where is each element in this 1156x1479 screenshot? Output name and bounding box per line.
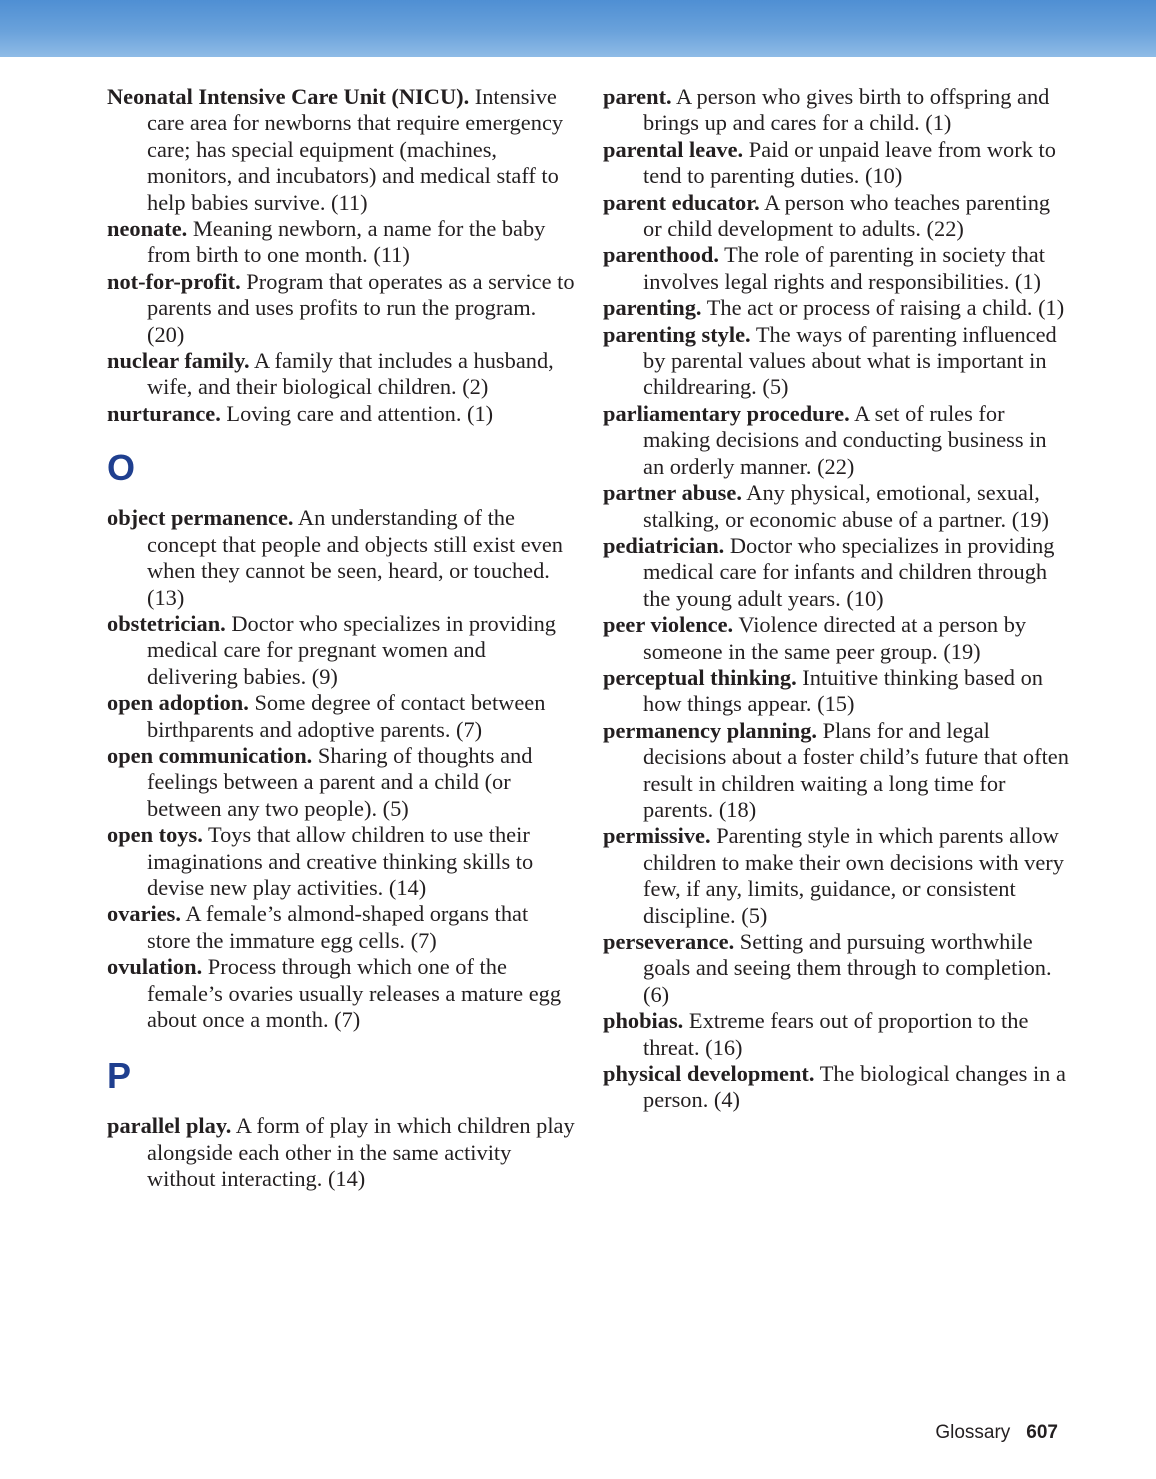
glossary-definition: An understanding of the concept that people and objects still exist even when they cannot be seen, heard, or touched. (13) bbox=[147, 505, 563, 610]
section-letter-o: O bbox=[107, 447, 136, 489]
glossary-term: phobias. bbox=[603, 1008, 684, 1034]
glossary-entry bbox=[603, 190, 1073, 243]
glossary-term: open toys. bbox=[107, 822, 203, 848]
glossary-definition: Paid or unpaid leave from work to tend to parenting duties. (10) bbox=[643, 136, 1056, 189]
glossary-term: parenting. bbox=[603, 295, 702, 321]
glossary-entry bbox=[107, 822, 577, 901]
glossary-definition: Violence directed at a person by someone in the same peer group. (19) bbox=[643, 612, 1027, 664]
glossary-term: not-for-profit. bbox=[107, 268, 241, 294]
glossary-entry bbox=[603, 533, 1073, 612]
glossary-term: parliamentary procedure. bbox=[603, 400, 850, 426]
glossary-definition: Meaning newborn, a name for the baby from birth to one month. (11) bbox=[147, 216, 546, 268]
glossary-term: ovulation. bbox=[107, 954, 203, 980]
glossary-entry bbox=[107, 401, 577, 427]
glossary-entry bbox=[107, 901, 577, 954]
glossary-definition: A set of rules for making decisions and conducting business in an orderly manner. (22) bbox=[643, 400, 1047, 479]
glossary-term: pediatrician. bbox=[603, 532, 725, 558]
glossary-definition: Intensive care area for newborns that require emergency care; has special equipment (machines, monitors, and incubators) and medical staff to help babies survive. (11) bbox=[147, 84, 564, 215]
glossary-definition: Setting and pursuing worthwhile goals and seeing them through to completion. (6) bbox=[643, 929, 1052, 1007]
glossary-definition: A form of play in which children play alongside each other in the same activity without interacting. (14) bbox=[147, 1113, 575, 1192]
glossary-term: peer violence. bbox=[603, 612, 734, 638]
glossary-entry bbox=[603, 295, 1073, 321]
glossary-entry bbox=[107, 216, 577, 269]
glossary-term: parallel play. bbox=[107, 1113, 232, 1139]
glossary-term: perceptual thinking. bbox=[603, 664, 797, 690]
glossary-entry bbox=[603, 612, 1073, 665]
glossary-definition: A person who teaches parenting or child development to adults. (22) bbox=[643, 189, 1051, 242]
glossary-entry bbox=[603, 823, 1073, 929]
glossary-entry bbox=[107, 269, 577, 348]
glossary-entry bbox=[603, 718, 1073, 824]
glossary-definition: The ways of parenting influenced by parental values about what is important in childrearing. (5) bbox=[643, 321, 1057, 400]
glossary-term: ovaries. bbox=[107, 901, 181, 927]
glossary-definition: A family that includes a husband, wife, and their biological children. (2) bbox=[147, 348, 554, 400]
glossary-entry bbox=[603, 84, 1073, 137]
glossary-entry bbox=[107, 611, 577, 690]
glossary-definition: Loving care and attention. (1) bbox=[226, 400, 494, 426]
glossary-entry bbox=[603, 1008, 1073, 1061]
glossary-definition: The role of parenting in society that involves legal rights and responsibilities. (1) bbox=[643, 242, 1045, 294]
glossary-definition: Doctor who specializes in providing medical care for pregnant women and delivering babies. (9) bbox=[147, 610, 556, 689]
glossary-entry bbox=[603, 1061, 1073, 1114]
glossary-term: neonate. bbox=[107, 216, 188, 242]
glossary-definition: Program that operates as a service to parents and uses profits to run the program. (20) bbox=[147, 268, 575, 347]
glossary-entry bbox=[603, 480, 1073, 533]
glossary-term: permanency planning. bbox=[603, 717, 817, 743]
glossary-entry bbox=[603, 929, 1073, 1008]
glossary-entry bbox=[107, 690, 577, 743]
glossary-entry bbox=[603, 137, 1073, 190]
glossary-entry bbox=[603, 322, 1073, 401]
page-number: 607 bbox=[1026, 1422, 1058, 1443]
glossary-term: open adoption. bbox=[107, 690, 249, 716]
footer-section-label: Glossary bbox=[935, 1422, 1011, 1443]
glossary-term: object permanence. bbox=[107, 505, 294, 531]
glossary-definition: Plans for and legal decisions about a foster child’s future that often result in children waiting a long time for parents. (18) bbox=[643, 717, 1069, 822]
glossary-entry bbox=[603, 401, 1073, 480]
glossary-entry bbox=[107, 348, 577, 401]
glossary-column-right bbox=[603, 84, 1073, 1114]
glossary-entry bbox=[107, 84, 577, 216]
glossary-definition: A female’s almond-shaped organs that store the immature egg cells. (7) bbox=[147, 901, 529, 953]
glossary-entry bbox=[107, 743, 577, 822]
glossary-column-left bbox=[107, 84, 577, 1193]
glossary-definition: Some degree of contact between birthparents and adoptive parents. (7) bbox=[147, 690, 546, 742]
glossary-term: parent educator. bbox=[603, 189, 760, 215]
glossary-definition: Intuitive thinking based on how things appear. (15) bbox=[643, 664, 1043, 717]
glossary-definition: Process through which one of the female’s ovaries usually releases a mature egg about once a month. (7) bbox=[147, 954, 562, 1032]
glossary-entry bbox=[107, 505, 577, 611]
glossary-definition: The biological changes in a person. (4) bbox=[643, 1061, 1066, 1113]
glossary-definition: Any physical, emotional, sexual, stalking, or economic abuse of a partner. (19) bbox=[643, 480, 1050, 532]
glossary-definition: Extreme fears out of proportion to the threat. (16) bbox=[643, 1008, 1029, 1060]
glossary-term: permissive. bbox=[603, 823, 711, 849]
glossary-entry bbox=[603, 665, 1073, 718]
glossary-entry bbox=[107, 1113, 577, 1192]
glossary-definition: Sharing of thoughts and feelings between a parent and a child (or between any two people). (5) bbox=[147, 742, 533, 821]
glossary-term: parent. bbox=[603, 84, 672, 109]
glossary-term: obstetrician. bbox=[107, 610, 226, 636]
page-footer bbox=[935, 1420, 1058, 1446]
glossary-term: open communication. bbox=[107, 742, 313, 768]
glossary-definition: Parenting style in which parents allow children to make their own decisions with very few, if any, limits, guidance, or consistent discipline. (5) bbox=[643, 823, 1064, 928]
section-letter-p: P bbox=[107, 1055, 132, 1097]
glossary-definition: The act or process of raising a child. (1) bbox=[706, 295, 1065, 321]
glossary-definition: Doctor who specializes in providing medical care for infants and children through the young adult years. (10) bbox=[643, 532, 1055, 611]
glossary-entry bbox=[107, 954, 577, 1033]
glossary-term: parenthood. bbox=[603, 242, 719, 268]
header-band bbox=[0, 0, 1156, 57]
glossary-term: parenting style. bbox=[603, 321, 751, 347]
glossary-term: nurturance. bbox=[107, 400, 221, 426]
glossary-term: partner abuse. bbox=[603, 480, 742, 506]
glossary-term: Neonatal Intensive Care Unit (NICU). bbox=[107, 84, 470, 109]
glossary-term: parental leave. bbox=[603, 136, 744, 162]
glossary-term: nuclear family. bbox=[107, 348, 250, 374]
glossary-term: perseverance. bbox=[603, 929, 735, 954]
glossary-definition: A person who gives birth to offspring and brings up and cares for a child. (1) bbox=[643, 84, 1050, 136]
glossary-term: physical development. bbox=[603, 1061, 815, 1087]
glossary-definition: Toys that allow children to use their imaginations and creative thinking skills to devise new play activities. (14) bbox=[147, 822, 534, 900]
glossary-entry bbox=[603, 242, 1073, 295]
